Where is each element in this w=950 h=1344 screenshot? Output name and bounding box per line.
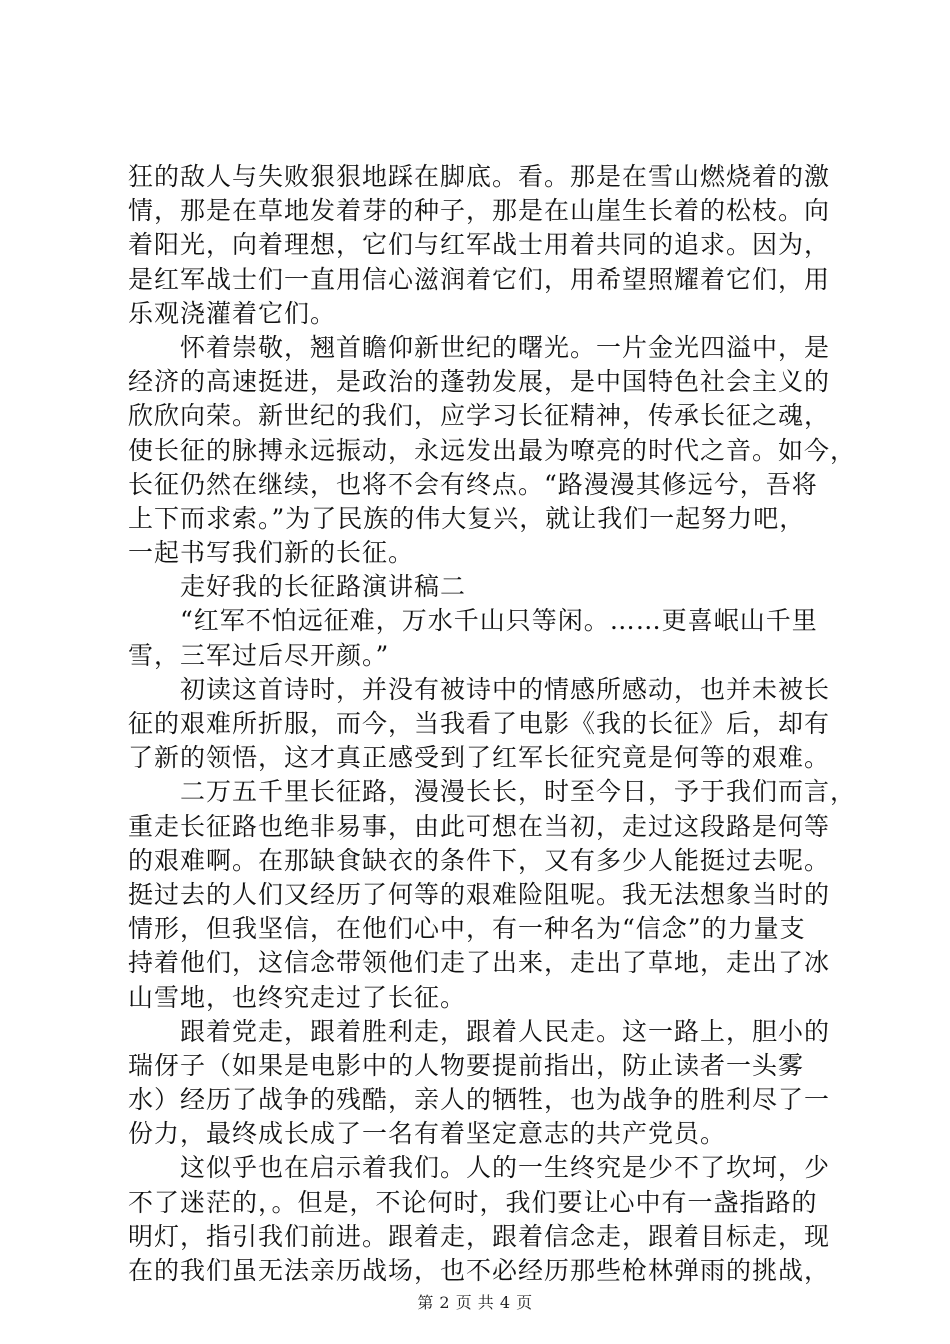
text-line: 经济的高速挺进，是政治的蓬勃发展，是中国特色社会主义的 [128,367,831,397]
text-line: “红军不怕远征难，万水千山只等闲。……更喜岷山千里 [180,606,818,636]
text-line: 情形，但我坚信，在他们心中，有一种名为“信念”的力量支 [128,914,806,944]
text-line: 怀着崇敬，翘首瞻仰新世纪的曙光。一片金光四溢中，是 [180,332,831,362]
text-line: 水）经历了战争的残酷，亲人的牺牲，也为战争的胜利尽了一 [128,1085,831,1115]
text-line: 初读这首诗时，并没有被诗中的情感所感动，也并未被长 [180,674,831,704]
text-line: 重走长征路也绝非易事，由此可想在当初，走过这段路是何等 [128,811,831,841]
text-line: 上下而求索。”为了民族的伟大复兴，就让我们一起努力吧， [128,503,806,533]
text-line: 跟着党走，跟着胜利走，跟着人民走。这一路上，胆小的 [180,1016,831,1046]
text-line: 情，那是在草地发着芽的种子，那是在山崖生长着的松枝。向 [128,196,831,226]
document-body [128,160,857,1288]
text-line: 瑞伢子（如果是电影中的人物要提前指出，防止读者一头雾 [128,1050,805,1080]
text-line: 征的艰难所折服，而今，当我看了电影《我的长征》后，却有 [128,709,831,738]
text-line: 一起书写我们新的长征。 [128,538,415,568]
text-line: 欣欣向荣。新世纪的我们，应学习长征精神，传承长征之魂， [128,401,831,431]
text-line: 着阳光，向着理想，它们与红军战士用着共同的追求。因为， [128,230,831,260]
text-line: 乐观浇灌着它们。 [128,298,337,328]
text-line: 了新的领悟，这才真正感受到了红军长征究竟是何等的艰难。 [128,743,831,773]
text-line: 是红军战士们一直用信心滋润着它们，用希望照耀着它们，用 [128,264,831,294]
text-line: 雪，三军过后尽开颜。” [128,640,390,670]
text-line: 长征仍然在继续，也将不会有终点。“路漫漫其修远兮，吾将 [128,469,818,499]
text-line: 这似乎也在启示着我们。人的一生终究是少不了坎坷，少 [180,1153,831,1183]
page-number-footer: 第 2 页 共 4 页 [417,1293,533,1312]
text-line: 二万五千里长征路，漫漫长长，时至今日，予于我们而言， [180,777,857,807]
text-line: 不了迷茫的，。但是，不论何时，我们要让心中有一盏指路的 [128,1187,818,1217]
text-line: 山雪地，也终究走过了长征。 [128,982,467,1012]
text-line: 使长征的脉搏永远振动，永远发出最为嘹亮的时代之音。如今， [128,435,857,465]
text-line: 走好我的长征路演讲稿二 [180,572,467,602]
text-line: 的艰难啊。在那缺食缺衣的条件下，又有多少人能挺过去呢。 [128,845,831,875]
text-line: 持着他们，这信念带领他们走了出来，走出了草地，走出了冰 [128,948,831,978]
text-line: 份力，最终成长成了一名有着坚定意志的共产党员。 [128,1119,727,1149]
text-line: 狂的敌人与失败狠狠地踩在脚底。看。那是在雪山燃烧着的激 [128,162,831,191]
text-line: 明灯，指引我们前进。跟着走，跟着信念走，跟着目标走，现 [128,1221,831,1251]
text-line: 挺过去的人们又经历了何等的艰难险阻呢。我无法想象当时的 [128,879,831,909]
text-line: 在的我们虽无法亲历战场，也不必经历那些枪林弹雨的挑战， [128,1256,831,1285]
